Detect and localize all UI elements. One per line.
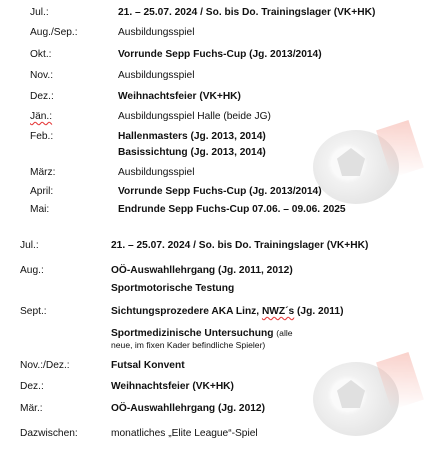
schedule-row [0,336,429,354]
schedule-row [0,400,429,418]
event-text-part: NWZ´s [261,306,295,317]
month-label: Mai: [30,204,50,215]
month-label: Jän.: [30,111,53,122]
event-text: Weihnachtsfeier (VK+HK) [118,91,241,102]
event-text: Futsal Konvent [111,360,185,371]
month-label: März: [30,167,56,178]
month-label: Nov.:/Dez.: [20,360,70,371]
event-text: Ausbildungsspiel Halle (beide JG) [118,111,271,122]
schedule-row [0,88,429,106]
schedule-row [0,4,429,22]
schedule-row [0,262,429,280]
month-label: Nov.: [30,70,54,81]
month-label: Mär.: [20,403,43,414]
month-label: Aug./Sep.: [30,27,78,38]
schedule-row [0,357,429,375]
event-text: Ausbildungsspiel [118,27,195,38]
month-label: Aug.: [20,265,44,276]
month-label: Okt.: [30,49,52,60]
schedule-row [0,425,429,443]
event-text: Ausbildungsspiel [118,167,195,178]
event-text-main: Sportmedizinische Untersuchung [111,328,274,339]
event-text: Weihnachtsfeier (VK+HK) [111,381,234,392]
event-text: OÖ-Auswahllehrgang (Jg. 2012) [111,403,265,414]
schedule-row [0,378,429,396]
schedule-row [0,280,429,298]
event-text-part: Sichtungsprozedere AKA Linz, [111,306,262,317]
month-label: Dez.: [20,381,44,392]
event-text-part: (Jg. 2011) [294,306,344,317]
schedule-row [0,164,429,182]
schedule-row [0,46,429,64]
event-text: 21. – 25.07. 2024 / So. bis Do. Trainingslager (VK+HK) [111,240,369,251]
month-label: Jul.: [30,7,49,18]
event-text: Hallenmasters (Jg. 2013, 2014) [118,131,266,142]
month-label: Feb.: [30,131,54,142]
event-text: Endrunde Sepp Fuchs-Cup 07.06. – 09.06. 2025 [118,204,346,215]
event-text: Vorrunde Sepp Fuchs-Cup (Jg. 2013/2014) [118,49,322,60]
schedule-row [0,67,429,85]
month-label: Jul.: [20,240,39,251]
event-text: Sportmotorische Testung [111,283,235,294]
schedule-row [0,237,429,255]
event-text: monatliches „Elite League“-Spiel [111,428,258,439]
event-text: 21. – 25.07. 2024 / So. bis Do. Trainingslager (VK+HK) [118,7,376,18]
event-text: Vorrunde Sepp Fuchs-Cup (Jg. 2013/2014) [118,186,322,197]
event-text: Basissichtung (Jg. 2013, 2014) [118,147,266,158]
month-label: Dazwischen: [20,428,78,439]
month-label: April: [30,186,54,197]
schedule-row [0,201,429,219]
event-text: OÖ-Auswahllehrgang (Jg. 2011, 2012) [111,265,293,276]
schedule-row [0,144,429,162]
month-label: Sept.: [20,306,47,317]
schedule-row [0,24,429,42]
month-label: Dez.: [30,91,54,102]
schedule-row [0,108,429,126]
event-text: Ausbildungsspiel [118,70,195,81]
schedule-row [0,183,429,201]
event-note: (alle [276,328,293,338]
schedule-row [0,303,429,321]
event-text [111,303,343,321]
event-note: neue, im fixen Kader befindliche Spieler) [111,340,266,350]
